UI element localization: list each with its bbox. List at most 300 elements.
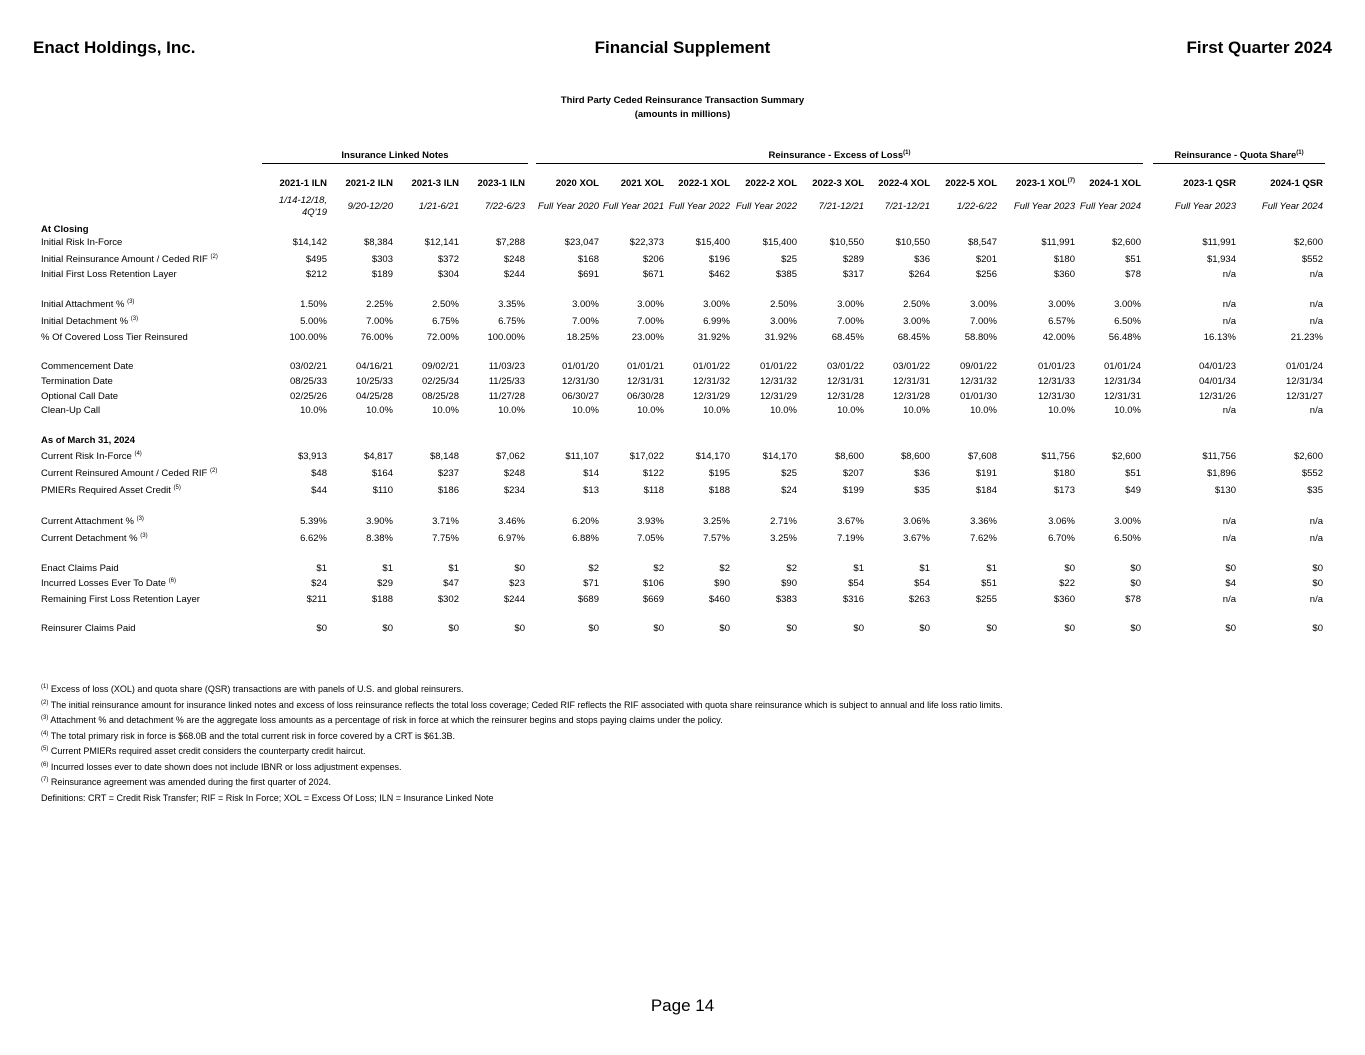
table-cell: 2.50% (770, 299, 797, 310)
table-cell: $0 (1225, 563, 1236, 574)
row-label-text: Current Risk In-Force (41, 451, 132, 462)
table-cell: 8.38% (366, 533, 393, 544)
table-cell: $180 (1053, 254, 1075, 265)
table-cell: 12/31/29 (693, 391, 730, 402)
table-cell: $90 (714, 578, 730, 589)
table-cell: 10.0% (770, 405, 797, 416)
table-cell: 6.97% (498, 533, 525, 544)
table-cell: $0 (986, 623, 997, 634)
table-cell: $2,600 (1293, 451, 1323, 462)
table-cell: $460 (708, 594, 730, 605)
column-period: Full Year 2023 (1174, 201, 1236, 212)
group-xol-label: Reinsurance - Excess of Loss (768, 150, 904, 161)
footnote-text: The total primary risk in force is $68.0B and the total current risk in force covered by a CRT is $61.3B. (50, 730, 456, 741)
table-cell: n/a (1309, 316, 1323, 327)
table-cell: $11,756 (1202, 451, 1236, 462)
column-period: 1/22-6/22 (956, 201, 997, 212)
column-header-label: 2021-3 ILN (411, 178, 459, 189)
row-label-text: Commencement Date (41, 361, 134, 372)
table-cell: n/a (1222, 269, 1236, 280)
table-cell: $8,547 (967, 237, 997, 248)
row-label (41, 594, 200, 605)
table-cell: 3.00% (837, 299, 864, 310)
table-cell: 10.0% (970, 405, 997, 416)
table-cell: $10,550 (829, 237, 864, 248)
table-cell: $360 (1053, 269, 1075, 280)
column-header (802, 178, 864, 189)
table-cell: n/a (1222, 594, 1236, 605)
table-cell: $189 (371, 269, 393, 280)
table-cell: $304 (437, 269, 459, 280)
table-cell: $191 (975, 468, 997, 479)
table-cell: $11,991 (1202, 237, 1236, 248)
report-subtitle: (amounts in millions) (634, 109, 731, 120)
table-cell: 3.00% (1114, 299, 1141, 310)
table-cell: 09/02/21 (422, 361, 459, 372)
column-period: Full Year 2024 (1079, 201, 1141, 212)
table-cell: $0 (853, 623, 864, 634)
table-cell: $36 (914, 254, 930, 265)
footnote-marker: (7) (41, 777, 49, 783)
table-cell: 12/31/32 (960, 376, 997, 387)
table-cell: 01/01/22 (760, 361, 797, 372)
table-cell: $180 (1053, 468, 1075, 479)
table-cell: n/a (1309, 533, 1323, 544)
table-cell: $36 (914, 468, 930, 479)
column-period: 1/21-6/21 (418, 201, 459, 212)
column-header (935, 178, 997, 189)
table-cell: $1 (853, 563, 864, 574)
table-cell: 12/31/27 (1286, 391, 1323, 402)
column-header-label: 2022-4 XOL (878, 178, 930, 189)
row-label-text: PMIERs Required Asset Credit (41, 485, 171, 496)
column-header (1079, 178, 1141, 189)
table-cell: n/a (1222, 299, 1236, 310)
table-cell: 10.0% (1114, 405, 1141, 416)
table-cell: 2.71% (770, 516, 797, 527)
table-cell: 5.39% (300, 516, 327, 527)
table-cell: 3.25% (703, 516, 730, 527)
row-label-footnote: (2) (209, 468, 218, 474)
table-cell: $15,400 (762, 237, 797, 248)
table-cell: 04/01/34 (1199, 376, 1236, 387)
table-cell: $0 (588, 623, 599, 634)
column-header-label: 2022-3 XOL (812, 178, 864, 189)
row-label-text: Incurred Losses Ever To Date (41, 578, 166, 589)
table-cell: $0 (1130, 623, 1141, 634)
row-label (41, 269, 177, 280)
table-cell: 11/03/23 (488, 361, 525, 372)
table-cell: n/a (1222, 533, 1236, 544)
table-cell: $234 (503, 485, 525, 496)
table-cell: $4 (1225, 578, 1236, 589)
row-label (41, 332, 188, 343)
table-cell: $2 (588, 563, 599, 574)
table-cell: 12/31/30 (562, 376, 599, 387)
column-header (735, 178, 797, 189)
table-cell: $24 (781, 485, 797, 496)
footnote (41, 684, 464, 694)
table-cell: 10/25/33 (356, 376, 393, 387)
table-cell: 76.00% (360, 332, 393, 343)
table-cell: $188 (371, 594, 393, 605)
table-cell: $1 (448, 563, 459, 574)
table-cell: $0 (1064, 563, 1075, 574)
row-label (41, 299, 134, 310)
table-cell: 3.00% (770, 316, 797, 327)
table-cell: 10.0% (432, 405, 459, 416)
column-period: Full Year 2023 (1013, 201, 1075, 212)
table-cell: $54 (914, 578, 930, 589)
table-cell: 12/31/31 (1104, 391, 1141, 402)
table-cell: $90 (781, 578, 797, 589)
table-cell: $4,817 (363, 451, 393, 462)
table-cell: 7.62% (970, 533, 997, 544)
table-cell: n/a (1222, 516, 1236, 527)
table-cell: 3.00% (903, 316, 930, 327)
table-cell: $0 (448, 623, 459, 634)
table-cell: 3.00% (572, 299, 599, 310)
table-cell: $316 (842, 594, 864, 605)
column-header (997, 178, 1075, 189)
column-header-label: 2023-1 XOL (1015, 178, 1068, 189)
table-cell: $360 (1053, 594, 1075, 605)
table-cell: 06/30/27 (562, 391, 599, 402)
table-cell: 7.75% (432, 533, 459, 544)
table-cell: $383 (775, 594, 797, 605)
table-cell: $207 (842, 468, 864, 479)
table-cell: $122 (642, 468, 664, 479)
table-cell: $385 (775, 269, 797, 280)
table-cell: 68.45% (831, 332, 864, 343)
table-cell: $7,608 (967, 451, 997, 462)
table-cell: $0 (719, 623, 730, 634)
column-header (397, 178, 459, 189)
table-cell: 08/25/33 (290, 376, 327, 387)
table-cell: 12/31/29 (760, 391, 797, 402)
table-cell: 5.00% (300, 316, 327, 327)
table-cell: $303 (371, 254, 393, 265)
table-cell: $2 (719, 563, 730, 574)
column-period: 7/22-6/23 (484, 201, 525, 212)
table-cell: $8,600 (900, 451, 930, 462)
table-cell: 68.45% (897, 332, 930, 343)
row-label-text: Initial Reinsurance Amount / Ceded RIF (41, 254, 208, 265)
table-cell: $0 (1064, 623, 1075, 634)
table-cell: $13 (583, 485, 599, 496)
table-cell: 3.46% (498, 516, 525, 527)
row-label (41, 485, 181, 496)
group-qs (1153, 150, 1325, 164)
table-cell: $317 (842, 269, 864, 280)
table-cell: n/a (1309, 516, 1323, 527)
table-cell: 03/01/22 (893, 361, 930, 372)
column-period: 9/20-12/20 (347, 201, 393, 212)
table-cell: $188 (708, 485, 730, 496)
table-cell: 06/30/28 (627, 391, 664, 402)
table-cell: $195 (708, 468, 730, 479)
row-label-footnote: (3) (136, 516, 144, 522)
table-cell: $0 (514, 563, 525, 574)
column-header (265, 178, 327, 189)
footnote-marker: (2) (41, 699, 49, 706)
table-cell: 04/25/28 (356, 391, 393, 402)
table-cell: $201 (975, 254, 997, 265)
table-cell: 01/01/24 (1286, 361, 1323, 372)
table-cell: 03/02/21 (290, 361, 327, 372)
column-header (868, 178, 930, 189)
table-cell: 10.0% (637, 405, 664, 416)
footnote-marker: (5) (41, 746, 49, 752)
table-cell: $8,148 (429, 451, 459, 462)
table-cell: 2.50% (432, 299, 459, 310)
section-heading (41, 435, 135, 446)
table-cell: $25 (781, 468, 797, 479)
table-cell: $35 (914, 485, 930, 496)
table-cell: 03/01/22 (827, 361, 864, 372)
table-cell: 21.23% (1290, 332, 1323, 343)
table-cell: $3,913 (297, 451, 327, 462)
table-cell: 6.88% (572, 533, 599, 544)
row-label (41, 237, 122, 248)
table-cell: 01/01/24 (1104, 361, 1141, 372)
table-cell: $8,384 (363, 237, 393, 248)
table-cell: 6.99% (703, 316, 730, 327)
group-qs-label: Reinsurance - Quota Share (1174, 150, 1297, 161)
table-cell: 2.50% (903, 299, 930, 310)
row-label-text: Initial Risk In-Force (41, 237, 123, 248)
table-cell: $49 (1125, 485, 1141, 496)
table-cell: $237 (437, 468, 459, 479)
table-cell: $0 (919, 623, 930, 634)
footnote-marker: (3) (41, 715, 49, 721)
table-cell: $14,142 (292, 237, 327, 248)
table-cell: $164 (371, 468, 393, 479)
column-header (602, 178, 664, 189)
table-cell: 7.19% (837, 533, 864, 544)
table-cell: $248 (503, 468, 525, 479)
table-cell: 01/01/20 (562, 361, 599, 372)
table-cell: $14,170 (695, 451, 730, 462)
row-label (41, 361, 133, 372)
company-name: Enact Holdings, Inc. (33, 38, 196, 57)
table-cell: $0 (786, 623, 797, 634)
table-cell: $23,047 (564, 237, 599, 248)
table-cell: 12/31/31 (627, 376, 664, 387)
row-label-text: Current Detachment % (41, 533, 138, 544)
table-cell: $7,062 (495, 451, 525, 462)
footnote (41, 715, 723, 725)
table-cell: 2.25% (366, 299, 393, 310)
table-cell: $71 (583, 578, 599, 589)
page-number: Page 14 (650, 996, 715, 1015)
row-label-text: Optional Call Date (41, 391, 119, 402)
table-cell: 56.48% (1108, 332, 1141, 343)
table-cell: 6.50% (1114, 533, 1141, 544)
report-period: First Quarter 2024 (1186, 38, 1332, 57)
table-cell: $14,170 (762, 451, 797, 462)
table-cell: $0 (1130, 563, 1141, 574)
footnote-text: Current PMIERs required asset credit considers the counterparty credit haircut. (50, 746, 366, 756)
table-cell: 42.00% (1042, 332, 1075, 343)
footnote (41, 762, 402, 772)
table-cell: $691 (577, 269, 599, 280)
row-label-text: Initial Detachment % (41, 316, 129, 327)
row-label-text: Initial First Loss Retention Layer (41, 269, 177, 280)
table-cell: 11/25/33 (488, 376, 525, 387)
table-cell: $48 (311, 468, 327, 479)
table-cell: 12/31/32 (693, 376, 730, 387)
table-cell: 31.92% (697, 332, 730, 343)
footnote-text: Definitions: CRT = Credit Risk Transfer; RIF = Risk In Force; XOL = Excess Of Loss; ILN = Insurance Linked Note (41, 792, 494, 803)
footnote (41, 793, 494, 803)
table-cell: $0 (1312, 578, 1323, 589)
row-label (41, 578, 176, 589)
footnote-text: Reinsurance agreement was amended during the first quarter of 2024. (50, 777, 332, 787)
table-cell: 02/25/34 (422, 376, 459, 387)
table-cell: $78 (1125, 269, 1141, 280)
table-cell: n/a (1309, 594, 1323, 605)
table-cell: $196 (708, 254, 730, 265)
table-cell: 7.05% (637, 533, 664, 544)
column-period: Full Year 2020 (537, 201, 599, 212)
table-cell: 58.80% (964, 332, 997, 343)
table-cell: $212 (305, 269, 327, 280)
table-cell: $51 (1125, 254, 1141, 265)
table-cell: $689 (577, 594, 599, 605)
footnote-text: Attachment % and detachment % are the aggregate loss amounts as a percentage of risk in force at which the reinsurer begins and stops paying claims under the policy. (50, 715, 723, 725)
table-cell: $264 (908, 269, 930, 280)
row-label-text: % Of Covered Loss Tier Reinsured (41, 332, 188, 343)
table-cell: $184 (975, 485, 997, 496)
table-cell: $206 (642, 254, 664, 265)
table-cell: $44 (311, 485, 327, 496)
table-cell: 04/01/23 (1199, 361, 1236, 372)
table-cell: 6.75% (498, 316, 525, 327)
column-header-footnote: (7) (1067, 178, 1075, 184)
table-cell: 01/01/22 (693, 361, 730, 372)
table-cell: 7.57% (703, 533, 730, 544)
table-cell: 12/31/33 (1038, 376, 1075, 387)
row-label-footnote: (2) (210, 254, 218, 260)
row-label-text: Current Reinsured Amount / Ceded RIF (41, 468, 208, 479)
table-cell: $263 (908, 594, 930, 605)
table-cell: 3.35% (498, 299, 525, 310)
table-cell: 3.00% (637, 299, 664, 310)
table-cell: $552 (1301, 254, 1323, 265)
column-period: Full Year 2021 (602, 201, 664, 212)
table-cell: 12/31/32 (760, 376, 797, 387)
table-cell: 10.0% (300, 405, 327, 416)
table-cell: $29 (377, 578, 393, 589)
row-label (41, 391, 118, 402)
column-header (331, 178, 393, 189)
table-cell: $0 (1312, 563, 1323, 574)
table-cell: $11,991 (1041, 237, 1075, 248)
table-cell: $0 (382, 623, 393, 634)
table-cell: 23.00% (631, 332, 664, 343)
table-cell: $23 (509, 578, 525, 589)
column-header-label: 2022-2 XOL (745, 178, 797, 189)
table-cell: $1,934 (1206, 254, 1236, 265)
table-cell: 08/25/28 (422, 391, 459, 402)
table-cell: 12/31/31 (893, 376, 930, 387)
table-cell: 7.00% (572, 316, 599, 327)
row-label-footnote: (3) (140, 533, 148, 539)
table-cell: 72.00% (426, 332, 459, 343)
column-header (1156, 178, 1236, 189)
table-cell: $256 (975, 269, 997, 280)
table-cell: 3.00% (970, 299, 997, 310)
table-cell: $2 (786, 563, 797, 574)
table-cell: $248 (503, 254, 525, 265)
footnote-marker: (6) (41, 761, 49, 768)
table-cell: 3.93% (637, 516, 664, 527)
table-cell: 6.62% (300, 533, 327, 544)
table-cell: $12,141 (424, 237, 459, 248)
table-cell: $7,288 (495, 237, 525, 248)
table-cell: $110 (372, 485, 393, 496)
table-cell: $15,400 (695, 237, 730, 248)
table-cell: 10.0% (703, 405, 730, 416)
table-cell: 6.57% (1048, 316, 1075, 327)
column-header (463, 178, 525, 189)
group-xol (536, 150, 1143, 164)
table-cell: $372 (437, 254, 459, 265)
table-cell: $186 (437, 485, 459, 496)
table-cell: $54 (848, 578, 864, 589)
table-cell: n/a (1222, 316, 1236, 327)
footnote-text: The initial reinsurance amount for insurance linked notes and excess of loss reinsurance reflects the total loss coverage; Ceded RIF reflects the RIF associated with quota share reinsurance which is subject to annual and life loss ratio limits. (50, 699, 1003, 710)
column-header (1243, 178, 1323, 189)
table-cell: $22 (1059, 578, 1075, 589)
table-cell: $1,896 (1206, 468, 1236, 479)
group-iln (262, 150, 528, 164)
table-cell: $2,600 (1293, 237, 1323, 248)
table-cell: $78 (1125, 594, 1141, 605)
column-period: Full Year 2024 (1261, 201, 1323, 212)
table-cell: 7.00% (366, 316, 393, 327)
table-cell: 11/27/28 (488, 391, 525, 402)
footnote-marker: (1) (41, 684, 49, 690)
table-cell: $2,600 (1111, 237, 1141, 248)
table-cell: $47 (443, 578, 459, 589)
column-header-label: 2022-1 XOL (678, 178, 730, 189)
group-xol-footnote: (1) (903, 150, 911, 156)
table-cell: 3.71% (432, 516, 459, 527)
table-cell: $1 (986, 563, 997, 574)
column-period: 7/21-12/21 (818, 201, 864, 212)
table-cell: 16.13% (1203, 332, 1236, 343)
row-label-footnote: (4) (134, 451, 142, 457)
row-label-footnote: (5) (173, 485, 181, 491)
table-cell: 3.06% (903, 516, 930, 527)
table-cell: 7.00% (837, 316, 864, 327)
table-cell: $168 (577, 254, 599, 265)
table-cell: $289 (842, 254, 864, 265)
table-cell: 6.70% (1048, 533, 1075, 544)
table-cell: $8,600 (834, 451, 864, 462)
table-cell: n/a (1309, 269, 1323, 280)
table-cell: $669 (642, 594, 664, 605)
table-cell: 1.50% (300, 299, 327, 310)
column-header-label: 2020 XOL (555, 178, 599, 189)
row-label (41, 376, 113, 387)
table-cell: $1 (316, 563, 327, 574)
row-label-text: Reinsurer Claims Paid (41, 623, 136, 634)
row-label (41, 405, 100, 416)
table-cell: $17,022 (629, 451, 664, 462)
